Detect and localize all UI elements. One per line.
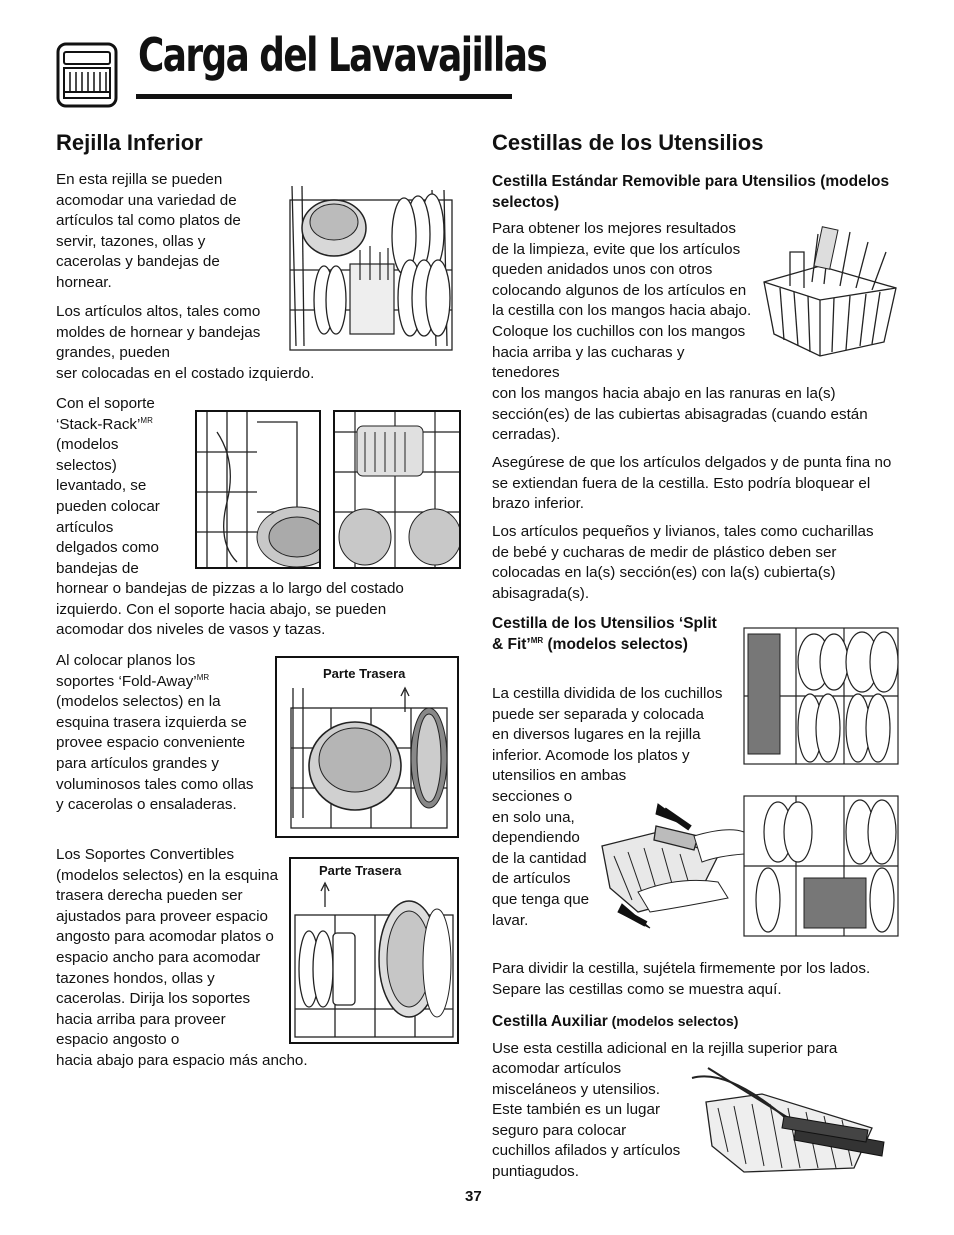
paragraph: Para obtener los mejores resultados de la limpieza, evite que los artículos queden anidados unos con otros colocando algunos de los artículos en la cestilla con los mangos hacia abajo. Coloque los cuchillos con los mangos hacia arriba y las cucharas y tenedores — [492, 220, 752, 382]
paragraph: secciones o en solo una, dependiendo de la cantidad de artículos que tenga que lavar. — [492, 788, 590, 929]
paragraph: con los mangos hacia abajo en las ranuras en la(s) sección(es) de las cubiertas abisagradas (cuando están cerradas). — [492, 385, 868, 444]
page-title: Carga del Lavavajillas — [138, 28, 547, 82]
paragraph: Los artículos altos, tales como moldes de hornear y bandejas grandes, pueden — [56, 303, 261, 362]
paragraph: hornear o bandejas de pizzas a lo largo del costado izquierdo. Con el soporte hacia abajo, se pueden acomodar dos niveles de vasos y tazas. — [56, 580, 404, 639]
stack-rack-down-illustration — [333, 410, 461, 569]
paragraph: Use esta cestilla adicional en la rejilla superior para — [492, 1040, 838, 1057]
stack-rack-up-illustration — [195, 410, 321, 569]
page-number: 37 — [465, 1188, 482, 1205]
paragraph: En esta rejilla se pueden acomodar una variedad de artículos tal como platos de servir, tazones, ollas y cacerolas y bandejas de hornear. — [56, 171, 241, 291]
paragraph: Los artículos pequeños y livianos, tales como cucharillas de bebé y cucharas de medir de plástico deben ser colocadas en la(s) sección(es) con la(s) cubierta(s) abisagrada(s). — [492, 523, 874, 602]
auxiliary-basket-illustration — [688, 1064, 892, 1178]
section-heading-cestillas: Cestillas de los Utensilios — [492, 130, 764, 155]
title-rule — [136, 94, 512, 99]
figure-label: Parte Trasera — [319, 863, 402, 878]
paragraph-stack-rack: Con el soporte ‘Stack-Rack’$^{MR}$ (modelos selectos) levantado, se pueden colocar artículos delgados como bandejas de — [56, 395, 160, 577]
figure-label: Parte Trasera — [323, 666, 406, 681]
lower-rack-illustration — [282, 180, 460, 356]
fold-away-illustration — [275, 656, 459, 838]
split-basket-rack-bottom-illustration — [738, 782, 902, 942]
paragraph: acomodar artículos misceláneos y utensilios. Este también es un lugar seguro para colocar cuchillos afilados y artículos puntiagudos. — [492, 1060, 681, 1180]
dishwasher-icon — [56, 42, 120, 108]
split-basket-hands-illustration — [598, 796, 744, 940]
paragraph: La cestilla dividida de los cuchillos puede ser separada y colocada en diversos lugares en la rejilla inferior. Acomode los platos y utensilios en ambas — [492, 685, 723, 785]
paragraph: Para dividir la cestilla, sujétela firmemente por los lados. Separe las cestillas como se muestra aquí. — [492, 960, 871, 998]
section-heading-rejilla-inferior: Rejilla Inferior — [56, 130, 203, 155]
subheading-standard-basket: Cestilla Estándar Removible para Utensilios (modelos selectos) — [492, 173, 890, 211]
subheading-split-fit: Cestilla de los Utensilios ‘Split & Fit’$^{MR}$ (modelos selectos) — [492, 615, 717, 653]
paragraph: hacia abajo para espacio más ancho. — [56, 1052, 308, 1069]
paragraph: Asegúrese de que los artículos delgados y de punta fina no se extiendan fuera de la cestilla. Esto podría bloquear el brazo inferior. — [492, 454, 892, 513]
subheading-auxiliary-basket: Cestilla Auxiliar (modelos selectos) — [492, 1013, 739, 1030]
paragraph-fold-away: Al colocar planos los soportes ‘Fold-Away’$^{MR}$ (modelos selectos) en la esquina trasera izquierda se provee espacio conveniente para artículos grandes y voluminosos tales como ollas y cacerolas o ensaladeras. — [56, 652, 254, 814]
paragraph: Los Soportes Convertibles (modelos selectos) en la esquina trasera derecha pueden ser ajustados para proveer espacio angosto para acomodar platos o espacio ancho para acomodar tazones hondos, ollas y cacerolas. Dirija los soportes hacia arriba para proveer espacio angosto o — [56, 846, 279, 1049]
split-basket-rack-top-illustration — [738, 612, 902, 768]
silverware-basket-illustration — [760, 222, 900, 362]
paragraph: ser colocadas en el costado izquierdo. — [56, 365, 315, 382]
convertible-tines-illustration — [289, 857, 459, 1044]
